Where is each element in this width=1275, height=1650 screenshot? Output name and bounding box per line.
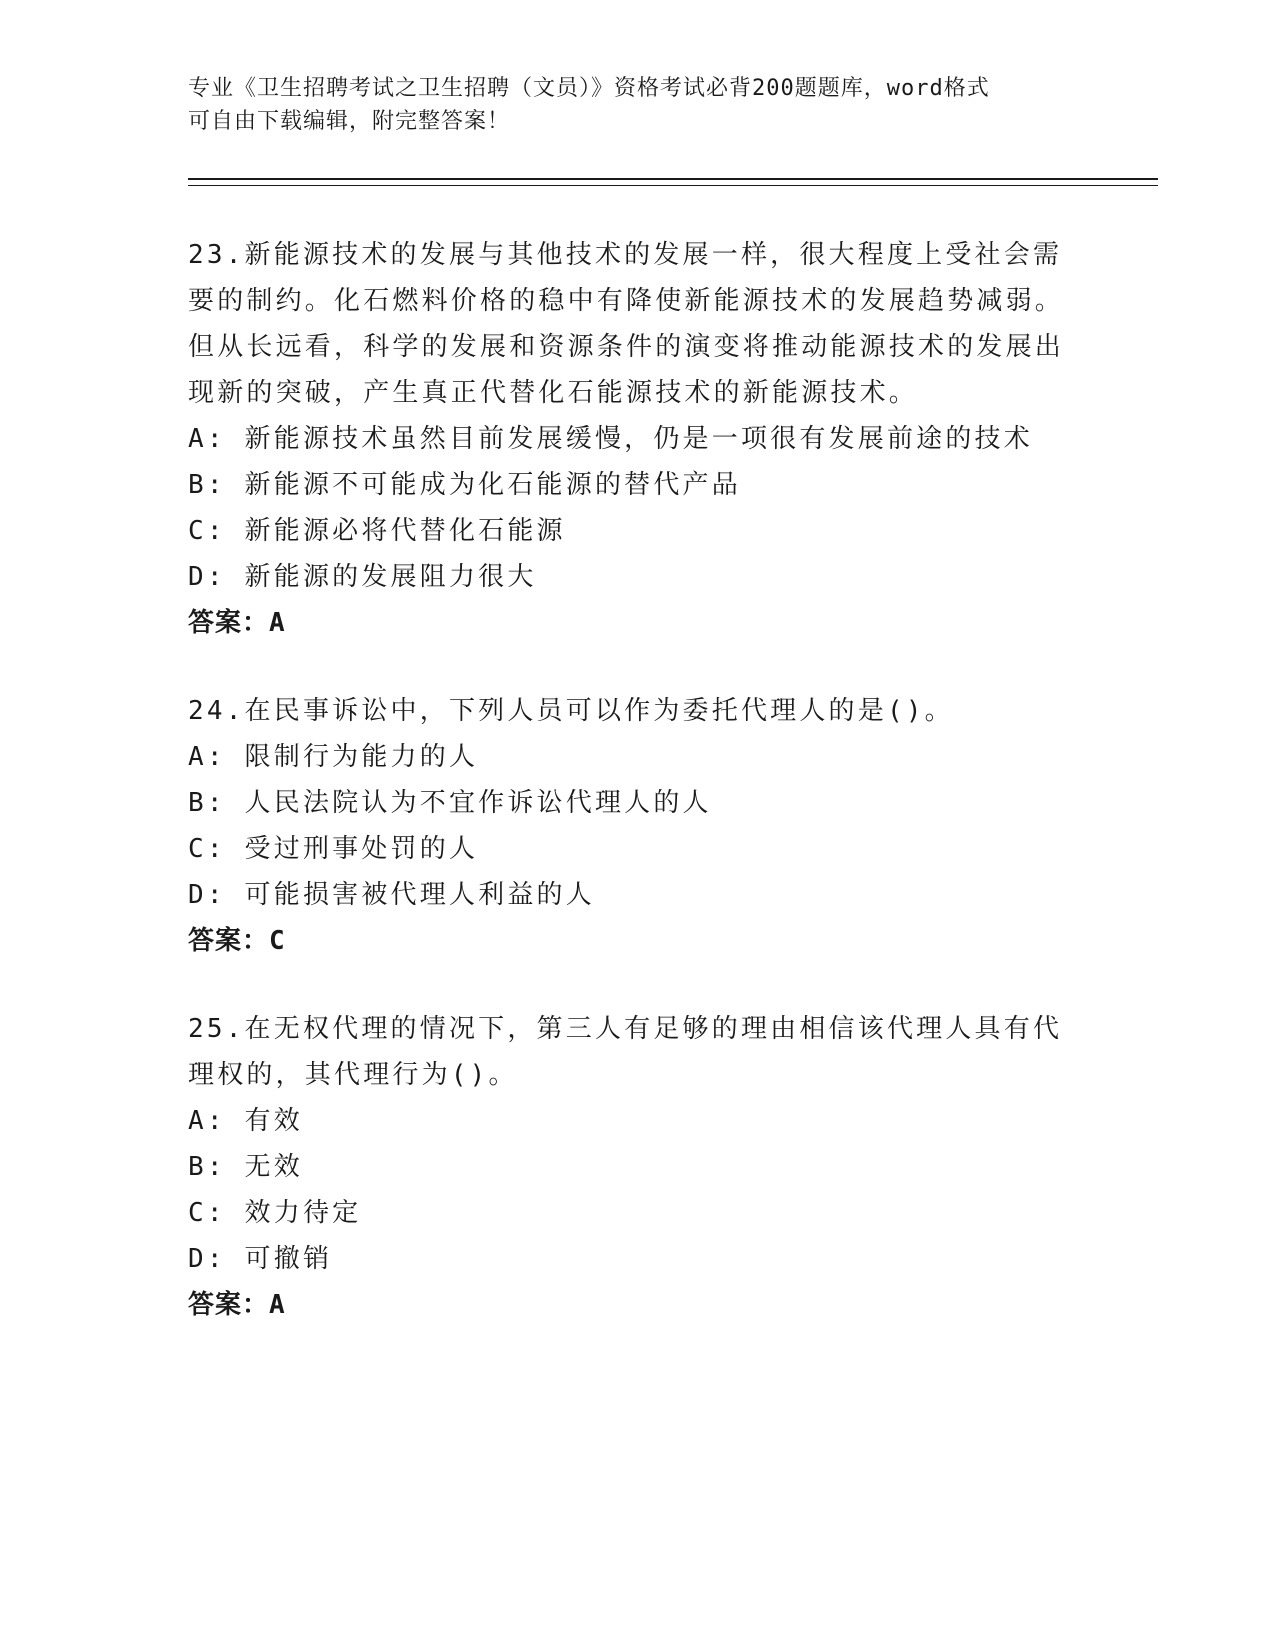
answer: 答案：A [188,608,286,638]
question-text: 25.在无权代理的情况下，第三人有足够的理由相信该代理人具有代理权的，其代理行为()。 [188,1014,1063,1090]
option-b: B: 新能源不可能成为化石能源的替代产品 [188,470,741,500]
option-c: C: 新能源必将代替化石能源 [188,516,566,546]
answer: 答案：C [188,926,286,956]
option-c: C: 效力待定 [188,1198,362,1228]
option-d: D: 新能源的发展阻力很大 [188,562,537,592]
question-25 [188,1006,1088,1328]
header-line-2: 可自由下载编辑，附完整答案！ [188,109,511,134]
header-line-1: 专业《卫生招聘考试之卫生招聘（文员）》资格考试必背200题题库，word格式 [188,76,990,101]
question-23 [188,232,1088,646]
option-a: A: 限制行为能力的人 [188,742,479,772]
option-b: B: 无效 [188,1152,303,1182]
option-b: B: 人民法院认为不宜作诉讼代理人的人 [188,788,712,818]
option-d: D: 可能损害被代理人利益的人 [188,880,595,910]
header-divider [188,178,1158,186]
question-text: 24.在民事诉讼中，下列人员可以作为委托代理人的是()。 [188,696,954,726]
option-c: C: 受过刑事处罚的人 [188,834,479,864]
document-header [188,72,1088,138]
option-d: D: 可撤销 [188,1244,333,1274]
question-list [188,232,1088,1370]
question-text: 23.新能源技术的发展与其他技术的发展一样，很大程度上受社会需要的制约。化石燃料价格的稳中有降使新能源技术的发展趋势减弱。但从长远看，科学的发展和资源条件的演变将推动能源技术的发展出现新的突破，产生真正代替化石能源技术的新能源技术。 [188,240,1065,408]
answer: 答案：A [188,1290,286,1320]
option-a: A: 有效 [188,1106,303,1136]
question-24 [188,688,1088,964]
option-a: A: 新能源技术虽然目前发展缓慢，仍是一项很有发展前途的技术 [188,424,1033,454]
